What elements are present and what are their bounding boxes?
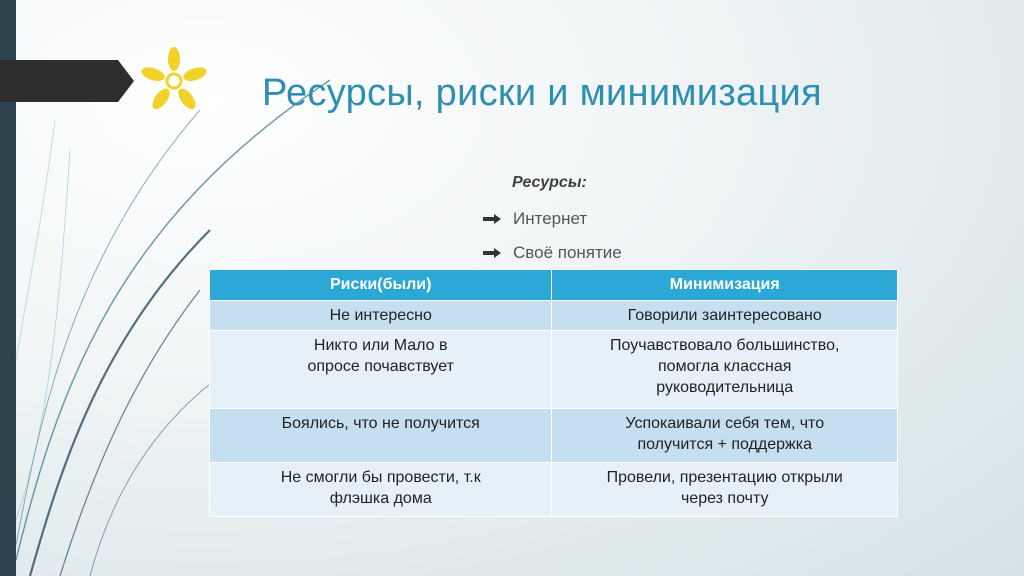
list-item [483,236,622,270]
minimization-cell: Успокаивали себя тем, что получится + поддержка [552,409,898,463]
header-risks: Риски(были) [210,270,552,301]
resources-list [483,202,622,270]
list-item-label: Своё понятие [513,243,622,262]
minimization-cell: Поучавствовало большинство, помогла классная руководительница [552,331,898,409]
risk-cell: Боялись, что не получится [210,409,552,463]
arrow-bullet-icon [483,248,501,258]
list-item [483,202,622,236]
table-row [210,463,898,517]
resources-heading: Ресурсы: [512,174,587,191]
risk-cell: Никто или Мало в опросе почавствует [210,331,552,409]
arrow-bullet-icon [483,214,501,224]
hands-circle-logo-icon [134,44,214,118]
title-tab [0,60,134,102]
minimization-cell: Говорили заинтересовано [552,301,898,331]
risk-cell: Не интересно [210,301,552,331]
risk-cell: Не смогли бы провести, т.к флэшка дома [210,463,552,517]
header-minimization: Минимизация [552,270,898,301]
minimization-cell: Провели, презентацию открыли через почту [552,463,898,517]
table-row [210,331,898,409]
table-row [210,301,898,331]
risks-table [209,269,898,517]
table-header-row [210,270,898,301]
list-item-label: Интернет [513,209,588,228]
risks-table-container [209,269,898,517]
slide-title: Ресурсы, риски и минимизация [262,72,822,114]
table-row [210,409,898,463]
